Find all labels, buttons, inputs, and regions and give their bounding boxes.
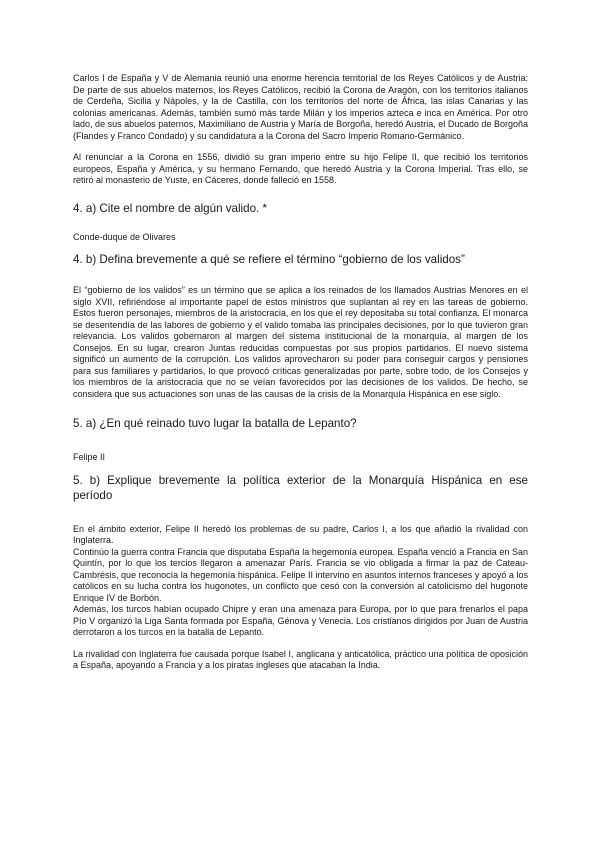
answer-4a: Conde-duque de Olivares [73, 231, 176, 242]
answer-5b-paragraph-4: La rivalidad con Inglaterra fue causada porque Isabel I, anglicana y anticatólica, práctico una política de oposición a España, apoyando a Francia y a los piratas ingleses que atacaban la India. [73, 648, 528, 670]
document-content [73, 73, 528, 672]
intro-paragraph-1: Carlos I de España y V de Alemania reunió una enorme herencia territorial de los Reyes Católicos y de Austria: De parte de sus abuelos maternos, los Reyes Católicos, recibió la Corona de Aragón, con los territorios italianos de Cerdeña, Sicilia y Nápoles, y la de Castilla, con los territorios del norte de África, las islas Canarias y las colonias americanas. Además, también sumó más tarde Milán y los imperios azteca e inca en América. Por otro lado, de sus abuelos paternos, Maximiliano de Austria y María de Borgoña, heredó Austria, el Ducado de Borgoña (Flandes y Franco Condado) y su candidatura a la Corona del Sacro Imperio Romano-Germánico. [73, 73, 528, 141]
question-5b-line-2: período [73, 488, 113, 502]
question-5b [73, 473, 528, 503]
answer-4b: El “gobierno de los validos” es un término que se aplica a los reinados de los llamados Austrias Menores en el siglo XVII, refiriéndose al importante papel de estos ministros que suplantan al rey en las tareas de gobierno. Estos fueron personajes, miembros de la aristocracia, en los que el rey depositaba su total confianza. El monarca se desentendía de las labores de gobierno y el valido tomaba las principales decisiones, por lo que tuvieron gran relevancia. Los validos gobernaron al margen del sistema institucional de la monarquía, al margen de los Consejos. En su lugar, crearon Juntas reducidas compuestas por sus propios partidarios. El nuevo sistema significó un aumento de la corrupción. Los validos aprovecharon su poder para conseguir cargos y pensiones para sus familiares y partidarios, lo que provocó críticas generalizadas por parte, sobre todo, de los Consejos y los miembros de la aristocracia que no se veían favorecidos por las decisiones de los validos. De hecho, se considera que sus actuaciones son unas de las causas de la crisis de la Monarquía Hispánica en ese siglo. [73, 285, 528, 399]
answer-5b-paragraph-1: En el ámbito exterior, Felipe II heredó los problemas de su padre, Carlos I, a los que añadió la rivalidad con Inglaterra. [73, 523, 528, 545]
question-5a: 5. a) ¿En qué reinado tuvo lugar la batalla de Lepanto? [73, 417, 357, 430]
answer-5b-paragraph-2: Continúo la guerra contra Francia que disputaba España la hegemonía europea. España venció a Francia en San Quintín, por lo que los tercios llegaron a amenazar París. Francia se vio obligada a firmar la paz de Cateau-Cambrésis, que reconocía la hegemonía hispánica. Felipe II intervino en asuntos internos franceses y apoyó a los católicos en su lucha contra los hugonotes, un conflicto que cesó con la conversión al catolicismo del hugonote Enrique IV de Borbón. [73, 546, 528, 603]
answer-5a: Felipe II [73, 452, 106, 462]
question-4b: 4. b) Defina brevemente a qué se refiere el término “gobierno de los validos” [73, 253, 465, 266]
intro-paragraph-2: Al renunciar a la Corona en 1556, dividió su gran imperio entre su hijo Felipe II, que recibió los territorios europeos, España y América, y su hermano Fernando, que heredó Austria y la Corona Imperial. Tras ello, se retiró al monasterio de Yuste, en Cáceres, donde falleció en 1558. [73, 152, 528, 185]
question-4a: 4. a) Cite el nombre de algún valido. * [73, 201, 267, 215]
answer-5b-paragraph-3: Además, los turcos habían ocupado Chipre y eran una amenaza para Europa, por lo que para frenarlos el papa Pío V organizó la Liga Santa formada por España, Génova y Venecia. Los cristianos dirigidos por Juan de Austria derrotaron a los turcos en la batalla de Lepanto. [73, 604, 528, 637]
question-5b-line-1: 5. b) Explique brevemente la política exterior de la Monarquía Hispánica en ese [73, 473, 528, 487]
